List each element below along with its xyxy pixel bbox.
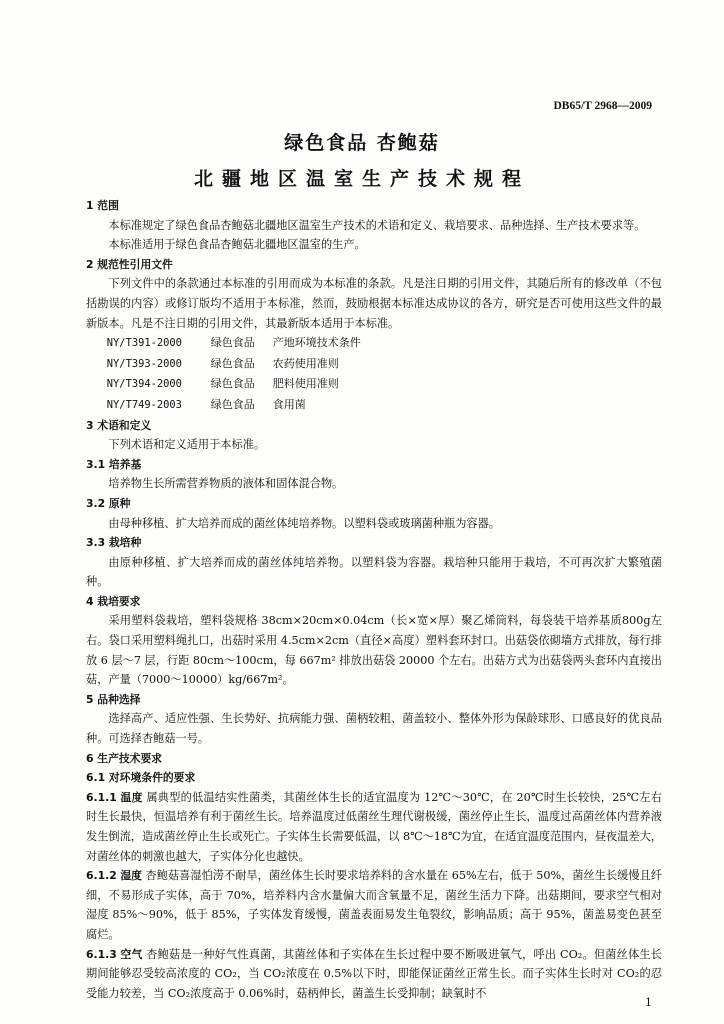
term-heading: 3.3 栽培种: [86, 536, 142, 550]
term-definition: 培养物生长所需营养物质的液体和固体混合物。: [108, 477, 344, 491]
section-heading-5: 5 品种选择: [86, 692, 141, 706]
term-definition: 由母种移植、扩大培养而成的菌丝体纯培养物。以塑料袋或玻璃菌种瓶为容器。: [108, 516, 500, 530]
reference-title: 肥料使用准则: [272, 377, 339, 391]
reference-title: 农药使用准则: [272, 356, 339, 370]
paragraph: 选择高产、适应性强、生长势好、抗病能力强、菌柄较粗、菌盖较小、整体外形为保龄球形、口感良好的优良品种。可选择杏鲍菇一号。: [86, 712, 662, 746]
reference-category: 绿色食品: [210, 356, 255, 370]
clause-title: 温度: [120, 790, 143, 804]
reference-code: NY/T393-2000: [106, 357, 182, 370]
term-heading: 3.2 原种: [86, 496, 131, 510]
section-heading-4: 4 栽培要求: [86, 594, 141, 608]
reference-item: [86, 374, 662, 395]
clause-number: 6.1.1: [86, 790, 117, 804]
term-definition: 由原种移植、扩大培养而成的菌丝体纯培养物。以塑料袋为容器。栽培种只能用于栽培，不可再次扩大繁殖菌种。: [86, 555, 662, 589]
section-heading-3: 3 术语和定义: [86, 418, 152, 432]
clause-title: 湿度: [120, 869, 142, 883]
document-body: [86, 196, 662, 1003]
reference-item: [86, 333, 662, 354]
reference-item: [86, 354, 662, 375]
standard-code: DB65/T 2968—2009: [553, 100, 652, 112]
clause-body: 属典型的低温结实性菌类，其菌丝体生长的适宜温度为 12℃～30℃，在 20℃时生长较快，25℃左右时生长最快，恒温培养有利于菌丝生长。培养温度过低菌丝生理代谢极缓，菌丝停止生长，温度过高菌丝体内营养液发生倒流，造成菌丝停止生长或死亡。子实体生长需要低温，以 8℃～18℃为宜，在适宜温度范围内，昼夜温差大，对菌丝体的刺激也越大，子实体分化也越快。: [86, 790, 662, 863]
clause-number: 6.1.2: [86, 869, 117, 883]
reference-category: 绿色食品: [210, 377, 255, 391]
section-heading-6: 6 生产技术要求: [86, 751, 163, 765]
reference-code: NY/T394-2000: [106, 378, 182, 391]
reference-category: 绿色食品: [210, 336, 255, 350]
subsection-heading: 6.1 对环境条件的要求: [86, 771, 196, 785]
clause-paragraph: [86, 788, 662, 866]
page-number: 1: [645, 996, 652, 1009]
reference-title: 产地环境技术条件: [272, 336, 361, 350]
clause-body: 杏鲍菇是一种好气性真菌，其菌丝体和子实体在生长过程中要不断吸进氧气，呼出 CO₂。但菌丝体生长期间能够忍受较高浓度的 CO₂，当 CO₂浓度在 0.5%以下时，即能保证菌丝正常生长。而子实体生长时对 CO₂的忍受能力较差，当 CO₂浓度高于 0.06%时，菇柄伸长，菌盖生长受抑制；缺氧时不: [86, 947, 662, 1000]
reference-code: NY/T749-2003: [106, 398, 182, 411]
clause-body: 杏鲍菇喜湿怕涝不耐旱，菌丝体生长时要求培养料的含水量在 65%左右，低于 50%，菌丝生长缓慢且纤细，不易形成子实体，高于 70%，培养料内含水量偏大而含氧量不足，菌丝生活力下降。出菇期间，要求空气相对湿度 85%～90%，低于 85%，子实体发育缓慢，菌盖表面易发生龟裂纹，影响品质；高于 95%，菌盖易变色甚至腐烂。: [86, 869, 662, 941]
reference-category: 绿色食品: [210, 397, 255, 411]
document-title: 绿色食品 杏鲍菇: [284, 132, 440, 154]
section-heading-1: 1 范围: [86, 199, 119, 212]
reference-item: [86, 395, 662, 416]
paragraph: 本标准适用于绿色食品杏鲍菇北疆地区温室的生产。: [108, 238, 366, 252]
clause-number: 6.1.3: [86, 947, 117, 961]
paragraph: 下列术语和定义适用于本标准。: [108, 438, 266, 452]
clause-paragraph: [86, 945, 662, 1004]
reference-code: NY/T391-2000: [106, 337, 182, 350]
clause-title: 空气: [120, 947, 143, 961]
section-heading-2: 2 规范性引用文件: [86, 257, 173, 271]
paragraph: 采用塑料袋栽培，塑料袋规格 38cm×20cm×0.04cm（长×宽×厚）聚乙烯筒料，每袋装干培养基质800g左右。袋口采用塑料绳扎口，出菇时采用 4.5cm×2cm（直径×高度）塑料套环封口。出菇袋依砌墙方式排放，每行排放 6 层～7 层，行距 80cm～100cm，每 667m² 排放出菇袋 20000 个左右。出菇方式为出菇袋两头套环内直接出菇，产量（7000～10000）kg/667m²。: [86, 614, 662, 687]
document-subtitle: 北疆地区温室生产技术规程: [193, 168, 530, 190]
paragraph: 本标准规定了绿色食品杏鲍菇北疆地区温室生产技术的术语和定义、栽培要求、品种选择、生产技术要求等。: [108, 218, 646, 232]
paragraph: 下列文件中的条款通过本标准的引用而成为本标准的条款。凡是注日期的引用文件，其随后所有的修改单（不包括勘误的内容）或修订版均不适用于本标准，然而，鼓励根据本标准达成协议的各方，研究是否可使用这些文件的最新版本。凡是不注日期的引用文件，其最新版本适用于本标准。: [86, 277, 662, 330]
term-heading: 3.1 培养基: [86, 457, 142, 471]
reference-title: 食用菌: [272, 397, 306, 411]
clause-paragraph: [86, 866, 662, 944]
